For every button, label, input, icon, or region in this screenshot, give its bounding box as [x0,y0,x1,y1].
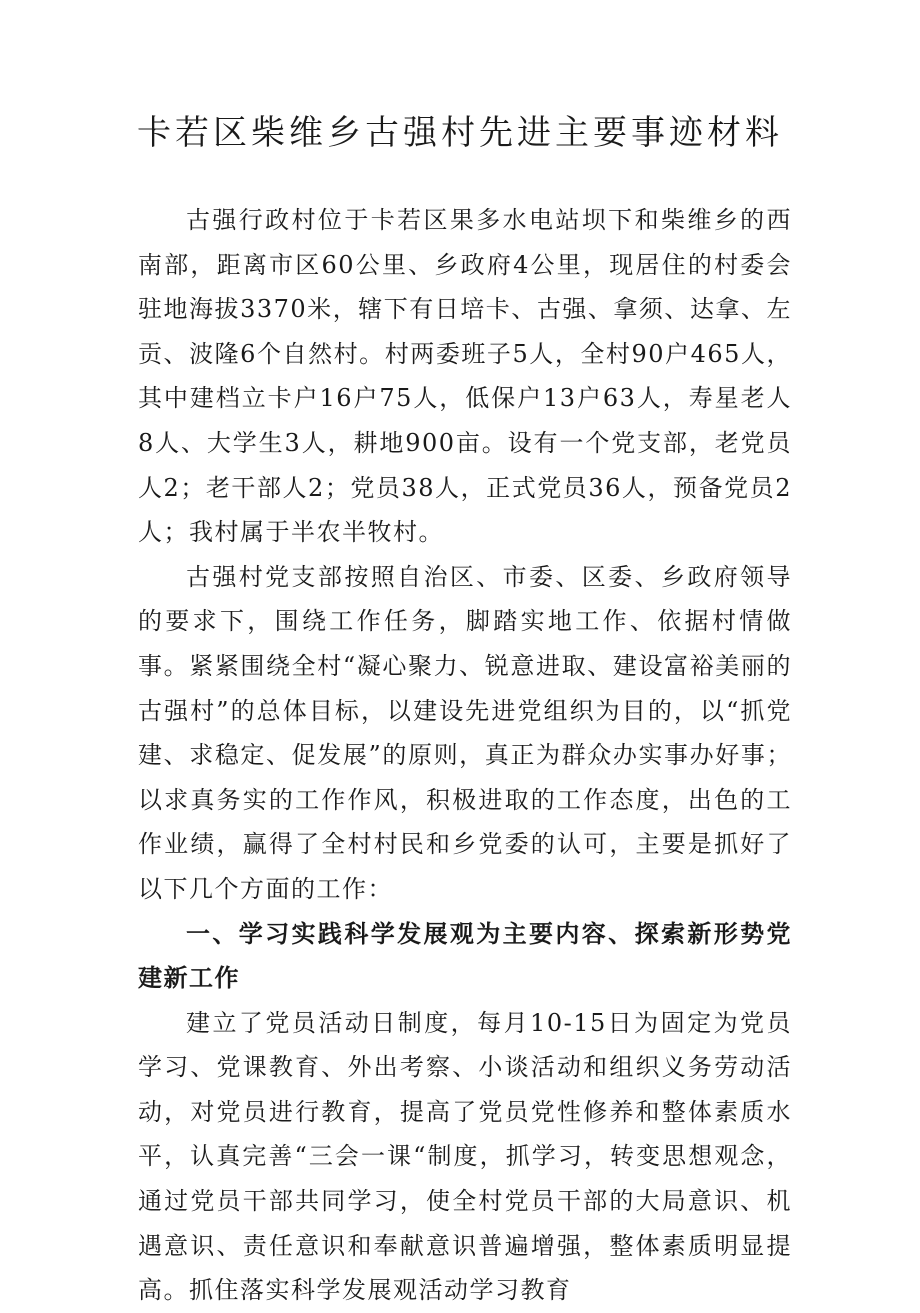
section-heading-1: 一、学习实践科学发展观为主要内容、探索新形势党建新工作 [138,919,792,993]
paragraph-section-1: 建立了党员活动日制度，每月10-15日为固定为党员学习、党课教育、外出考察、小谈活动和组织义务劳动活动，对党员进行教育，提高了党员党性修养和整体素质水平，认真完善“三会一课“制度，抓学习，转变思想观念，通过党员干部共同学习，使全村党员干部的大局意识、机遇意识、责任意识和奉献意识普遍增强，整体素质明显提高。抓住落实科学发展观活动学习教育 [138,1008,792,1305]
paragraph-village-overview: 古强行政村位于卡若区果多水电站坝下和柴维乡的西南部，距离市区60公里、乡政府4公里，现居住的村委会驻地海拔3370米，辖下有日培卡、古强、拿须、达拿、左贡、波隆6个自然村。村两委班子5人，全村90户465人，其中建档立卡户16户75人，低保户13户63人，寿星老人8人、大学生3人，耕地900亩。设有一个党支部，老党员人2；老干部人2；党员38人，正式党员36人，预备党员2人；我村属于半农半牧村。 [138,206,792,547]
paragraph-party-branch-work: 古强村党支部按照自治区、市委、区委、乡政府领导的要求下，围绕工作任务，脚踏实地工作、依据村情做事。紧紧围绕全村“凝心聚力、锐意进取、建设富裕美丽的古强村”的总体目标，以建设先进党组织为目的，以“抓党建、求稳定、促发展”的原则，真正为群众办实事办好事；以求真务实的工作作风，积极进取的工作态度，出色的工作业绩，赢得了全村村民和乡党委的认可，主要是抓好了以下几个方面的工作： [138,562,792,903]
document-title: 卡若区柴维乡古强村先进主要事迹材料 [137,113,783,153]
document-body [138,198,792,1313]
